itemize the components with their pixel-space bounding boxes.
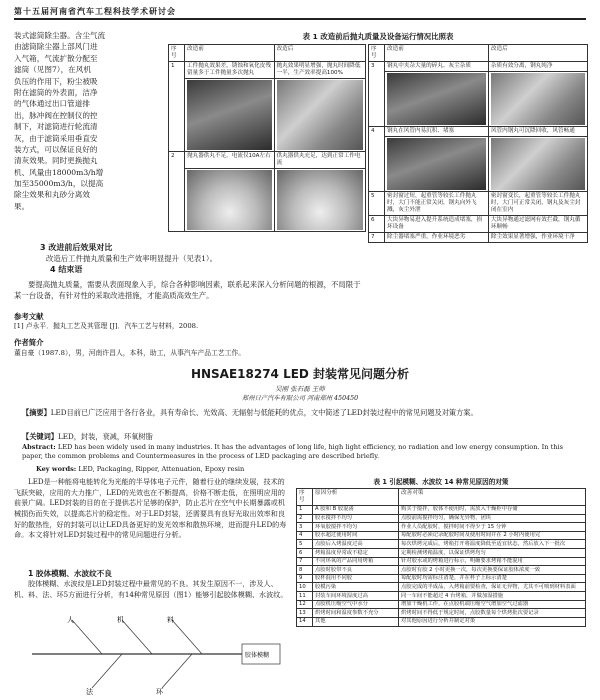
table-cell: 供丸器供丸充足，达到正常工作电流 — [274, 151, 365, 168]
table-cell: 购买于搅拌，胶体不使用时，需放入干燥柜中存储 — [399, 505, 586, 514]
table-cell: 2 — [169, 151, 185, 231]
fishbone-label: 法 — [86, 688, 93, 696]
header-rule — [14, 18, 586, 20]
table-cell: 烘烤时间和温度参数不充分 — [313, 609, 399, 618]
intro-line: 附在滤筒的外表面，洁净 — [14, 87, 98, 97]
table-cell: 2 — [297, 514, 313, 523]
intro-text — [14, 30, 164, 212]
table-cell: 13 — [297, 609, 313, 618]
article-authors: 吴刚 张石磊 王帅 — [275, 385, 325, 393]
table-row — [297, 549, 586, 558]
gauge-photo-after — [277, 170, 363, 230]
table1-left — [168, 44, 366, 232]
running-header: 第十五届河南省汽车工程科技学术研讨会 — [14, 7, 176, 16]
table-row — [297, 514, 586, 523]
table-cell: 工件抛丸效果差，锈蚀和氧化皮残留量多于工件抛量多次抛丸 — [185, 61, 275, 78]
table-cell: 12 — [297, 600, 313, 609]
table2-header: 改善对策 — [399, 489, 586, 506]
table-row — [297, 592, 586, 601]
table-cell: 对其他原因进行分析并制定对策 — [399, 617, 586, 626]
table-cell: 点胶完成的半成品，入烤箱前要检查，保证无异物，尤其不可喷到材料表面 — [399, 583, 586, 592]
intro-line: 滤筒（见图7），在风机 — [14, 65, 91, 75]
keywords — [22, 432, 582, 442]
photo-after-3 — [491, 73, 585, 125]
table-cell: 4 — [369, 126, 385, 191]
intro-line: 的气体通过出口管道排 — [14, 99, 90, 109]
abstract-en — [22, 443, 582, 461]
abstract-en-label: Abstract: — [22, 443, 56, 451]
fishbone-diagram — [12, 612, 284, 696]
table-row — [169, 151, 366, 168]
table-cell: 抛丸效果明显增强，抛丸时间降低一半，生产效率提高100% — [274, 61, 365, 78]
section-1-heading: 1 胶体模糊、水波纹不良 — [28, 569, 112, 578]
intro-line: 入气箱，气流扩散分配至 — [14, 53, 98, 63]
intro-line: 清灰效果。同时更换抛丸 — [14, 156, 98, 166]
keywords-en-text: LED, Packaging, Ripper, Attenuation, Epoxy resin — [78, 465, 245, 473]
table-cell: 3 — [297, 523, 313, 532]
table-cell: 封装车间环境湿度过高 — [313, 592, 399, 601]
abstract-text: LED目前已广泛应用于各行各业，具有寿命长、光效高、无辐射与低能耗的优点，文中简述了LED封装过程中的常见问题及对策方案。 — [50, 408, 478, 417]
table-cell: 风管内钢丸可沉降回收，风管畅通 — [488, 126, 587, 136]
intro-line: 装式滤筒除尘器。含尘气流 — [14, 31, 106, 40]
table-cell: 7 — [297, 557, 313, 566]
section-1-text: 胶体模糊、水波纹是LED封装过程中最常见的不良。其发生原因不一，涉及人、机、料、法、环5方面进行分析，有14种常见原因（图1）能够引起胶体模糊、水波纹。 — [14, 579, 288, 599]
section-3 — [40, 242, 360, 276]
gauge-photo-before — [187, 170, 272, 230]
table2-header: 序号 — [297, 489, 313, 506]
table-cell: 点胶时胶带不良 — [313, 566, 399, 575]
table-cell: 定期检测烤箱温度，以保证烘烤均匀 — [399, 549, 586, 558]
table-cell: 同一车间不能超过 4 台烤箱，并做加湿措施 — [399, 592, 586, 601]
table-row — [297, 505, 586, 514]
table-cell: 针对胶水或的烤箱进行标示，明确要求烤箱不能混用 — [399, 557, 586, 566]
author-heading-inline: 作者简介 — [14, 338, 44, 347]
table1-header: 改造前 — [385, 45, 489, 62]
photo-after-1 — [277, 80, 363, 150]
table-cell: 胶杯混用不同胶 — [313, 574, 399, 583]
table-row — [297, 531, 586, 540]
table1-header: 序号 — [369, 45, 385, 62]
table-row — [369, 126, 588, 136]
table-cell: 胶水搅拌不均匀 — [313, 514, 399, 523]
table1-header: 改造后 — [274, 45, 365, 62]
table-cell: 8 — [297, 566, 313, 575]
table-cell: 烘烤时间不得低于规定时间，点胶数量每个烘烤批次要记录 — [399, 609, 586, 618]
section-4-text: 要提高抛丸质量，需要从表面现象入手，综合各种影响因素，联系起来深入分析问题的根源，不局限于某一台设备，有针对性的采取改进措施，才能高质高效生产。 — [14, 280, 361, 300]
fishbone-label: 人 — [67, 616, 74, 624]
table-row — [369, 232, 588, 242]
refs-heading: 参考文献 — [14, 312, 44, 321]
fishbone-bone — [92, 654, 122, 688]
abstract — [22, 408, 582, 418]
intro-line: 装方式，可以保证良好的 — [14, 144, 98, 154]
table-cell: 钢丸中夹杂大量的碎丸、灰尘杂质 — [385, 61, 489, 71]
table-row — [297, 609, 586, 618]
table-cell: 不同环氧的产品同用烤箱 — [313, 557, 399, 566]
table-row — [369, 61, 588, 71]
table-row — [297, 574, 586, 583]
table-cell: 抛丸器供丸不足，电流仅10A左右 — [185, 151, 275, 168]
table-cell: 胶模污染 — [313, 583, 399, 592]
table-cell: 其他 — [313, 617, 399, 626]
table-cell: 5 — [297, 540, 313, 549]
article-affiliation: 郑州日产汽车有限公司 河南郑州 450450 — [241, 395, 359, 402]
table2-header: 原因分析 — [313, 489, 399, 506]
table-cell: 点胶机压缩空气中水分 — [313, 600, 399, 609]
intro-line: 灰，由于滤筒采用垂直安 — [14, 133, 98, 143]
table-cell: 每次烘烤完成后，烤箱打开将温度降低至适宜状态，然后放入下一批次 — [399, 540, 586, 549]
table-cell: 7 — [369, 232, 385, 242]
table-cell: 大块异物通过滤网有效拦截，钢丸循环顺畅 — [488, 215, 587, 232]
fishbone-bone — [162, 654, 192, 688]
table-cell: 6 — [369, 215, 385, 232]
intro-line: 果。 — [14, 201, 30, 211]
table-cell: 点胶后入烤温度过高 — [313, 540, 399, 549]
table2 — [296, 488, 586, 627]
table-cell: 除尘器堵塞严重，作业环境恶劣 — [385, 232, 489, 242]
fishbone-bone — [172, 620, 202, 654]
table-row — [297, 523, 586, 532]
intro-line: 由滤筒除尘器上部风门进 — [14, 42, 98, 52]
table-cell: 点胶时有胶 2 小时更换一次，每次更换要保证胶体浓度一致 — [399, 566, 586, 575]
photo-before-3 — [387, 73, 486, 125]
table-row — [297, 540, 586, 549]
table1-header: 改造后 — [488, 45, 587, 62]
table-cell: 每配胶时均需标注清楚，并在杯子上标示清楚 — [399, 574, 586, 583]
table1-header: 改造前 — [185, 45, 275, 62]
table-cell: 4 — [297, 531, 313, 540]
table-row — [297, 566, 586, 575]
table-row — [297, 600, 586, 609]
fishbone-bone — [72, 620, 102, 654]
author-text: 董自豪（1987.8），男，河南许昌人，本科，助工，从事汽车产品工艺工作。 — [14, 349, 246, 357]
keywords-text: LED，封装，衰减，环氧树脂 — [57, 432, 153, 441]
table-cell: 5 — [369, 191, 385, 215]
section-3-text: 改造后工件抛丸质量和生产效率明显提升（见表1）。 — [46, 253, 217, 263]
fishbone-head-label: 胶体模糊 — [245, 652, 270, 659]
table-cell: 除尘效果显著增强，作业环境干净 — [488, 232, 587, 242]
table-cell: 环氧胶搅拌不均匀 — [313, 523, 399, 532]
table-row — [297, 557, 586, 566]
keywords-en-label: Key words: — [36, 465, 77, 473]
article-title: HNSAE18274 LED 封装常见问题分析 — [190, 367, 410, 381]
table-cell: 增加干燥机工作，在点胶机端压缩空气增加空气过滤器 — [399, 600, 586, 609]
abstract-en-text: LED has been widely used in many industries. It has the advantages of long life, high light efficiency, no radiation and low energy consumption. In this paper, the common problems and Countermeasures in the process of LED packaging are described briefly. — [22, 443, 563, 460]
table-row — [369, 215, 588, 232]
fishbone-label: 料 — [167, 616, 174, 624]
intro-line: 负压的作用下，粉尘被吸 — [14, 76, 98, 86]
table-cell: 胶水超过使用时间 — [313, 531, 399, 540]
table-cell: 每配胶时必须记录配胶时间及使用时间并在 2 小时内使用完 — [399, 531, 586, 540]
fishbone-label: 机 — [117, 616, 124, 624]
table-row — [169, 61, 366, 78]
table-cell: 杂质有效分离，钢丸纯净 — [488, 61, 587, 71]
intro-line: 加至35000m3/h，以提高 — [14, 179, 104, 189]
table1-right — [368, 44, 588, 243]
table-cell: 大块异物易进入提升系统造成堵塞，损坏设备 — [385, 215, 489, 232]
table-cell: 密封窗过短，起重管等较长工件抛丸时，大门不能正常关闭，钢丸向外飞溅，灰尘外泄 — [385, 191, 489, 215]
fishbone-label: 环 — [156, 688, 163, 696]
table-cell: 11 — [297, 592, 313, 601]
intro-line: 出，脉冲阀在控制仪的控 — [14, 110, 98, 120]
keywords-en — [36, 465, 576, 475]
ref-item: [1] 卢永平．抛丸工艺及其管理 [J]．汽车工艺与材料，2008. — [14, 322, 199, 330]
table-row — [369, 191, 588, 215]
table1-header: 序号 — [169, 45, 185, 62]
photo-after-4 — [491, 138, 585, 190]
section-4-heading: 4 结束语 — [50, 265, 83, 275]
section-3-heading: 3 改进前后效果对比 — [40, 243, 113, 252]
table-cell: 10 — [297, 583, 313, 592]
fishbone-bone — [122, 620, 152, 654]
table-cell: 1 — [297, 505, 313, 514]
abstract-label: 【摘要】 — [22, 408, 51, 417]
table-cell: 密封窗变长，起重管等较长工件抛丸时，大门可正常关闭，钢丸及灰尘封闭在室内 — [488, 191, 587, 215]
table-cell: A 胶和 B 胶混淆 — [313, 505, 399, 514]
table-cell: 9 — [297, 574, 313, 583]
table-cell: 14 — [297, 617, 313, 626]
table-cell: 3 — [369, 61, 385, 126]
photo-before-4 — [387, 138, 486, 190]
intro-line: 除尘效果和丸砂分离效 — [14, 190, 90, 200]
table-cell: 点胶前需搅拌均匀，确保无异物、团块 — [399, 514, 586, 523]
intro-line: 制下，对滤筒进行轮流清 — [14, 122, 98, 132]
table2-title: 表 1 引起模糊、水波纹 14 种常见原因的对策 — [373, 478, 509, 486]
table-cell: 烤箱温度异常或不稳定 — [313, 549, 399, 558]
intro-line: 机、风量由18000m3/h增 — [14, 167, 104, 177]
table-cell: 作业人员配胶时，搅拌时间不得少于 15 分钟 — [399, 523, 586, 532]
photo-before-1 — [187, 80, 272, 150]
author-block — [14, 338, 574, 349]
keywords-label: 【关键词】 — [22, 432, 58, 441]
table-row — [297, 617, 586, 626]
article-body: LED是一种能将电能转化为光能的半导体电子元件，随着行业的继续发展，技术的飞跃突破，应用的大力推广，LED的光效也在不断提高，价格不断走低，在照明应用的前景广阔。LED封装的目的在于提供芯片足够的保护，防止芯片在空气中长期暴露或机械损伤而失效，以提高芯片的稳定性。对于LED封装，还需要具有良好光取出效率和良好的散热性，好的封装可以让LED具备更好的发光效率和散热环境，进而提升LED的寿命。本文将针对LED封装过程中的常见问题进行分析。 — [14, 477, 287, 540]
table1-title: 表 1 改造前后抛丸质量及设备运行情况比照表 — [302, 32, 454, 41]
table-cell: 钢丸在风管内易沉积、堵塞 — [385, 126, 489, 136]
table-cell: 6 — [297, 549, 313, 558]
table-cell: 1 — [169, 61, 185, 151]
table-row — [297, 583, 586, 592]
